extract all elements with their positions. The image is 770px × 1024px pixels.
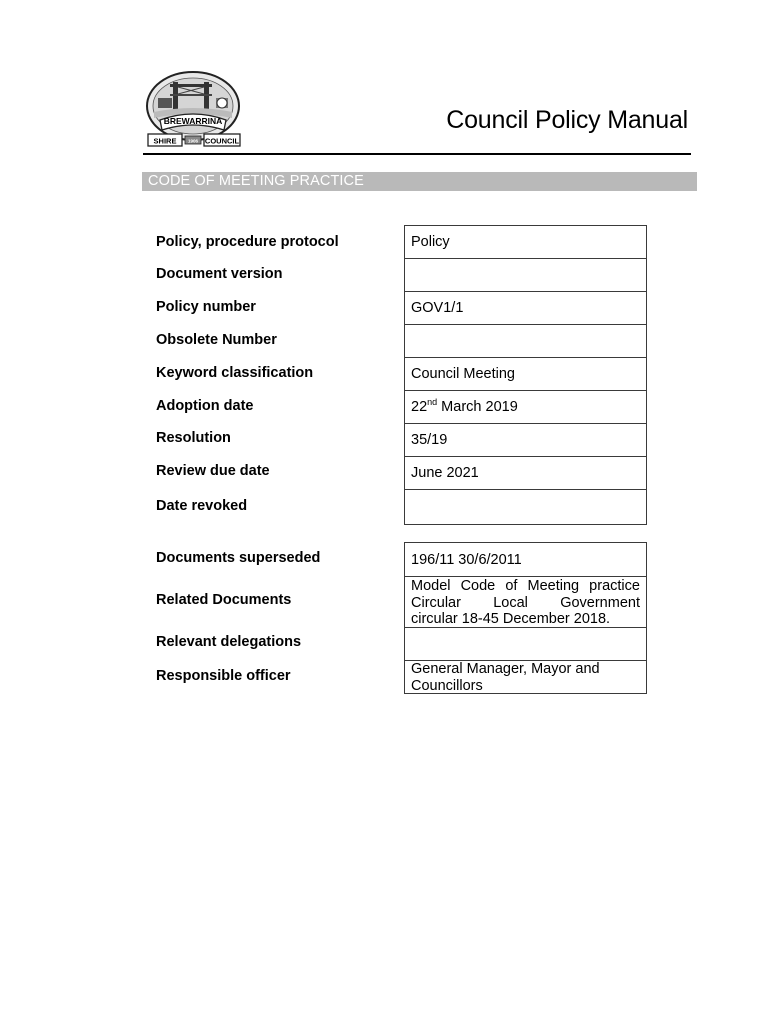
value-cell-policy-procedure-protocol xyxy=(405,226,646,258)
value-keyword-classification: Council Meeting xyxy=(411,366,515,382)
value-review-due-date: June 2021 xyxy=(411,465,479,481)
value-cell-keyword-classification xyxy=(405,357,646,390)
value-cell-policy-number xyxy=(405,291,646,324)
value-cell-review-due-date xyxy=(405,456,646,489)
value-cell-adoption-date xyxy=(405,390,646,423)
label-adoption-date: Adoption date xyxy=(156,398,254,414)
label-related-documents: Related Documents xyxy=(156,592,292,608)
label-relevant-delegations: Relevant delegations xyxy=(156,634,302,650)
value-cell-date-revoked xyxy=(405,489,646,524)
value-policy-number: GOV1/1 xyxy=(411,300,464,316)
value-cell-relevant-delegations xyxy=(405,627,646,660)
related-documents-line-1 xyxy=(411,578,640,595)
responsible-officer-line-1: General Manager, Mayor and xyxy=(411,661,600,677)
related-documents-word: Local xyxy=(493,594,528,611)
value-cell-document-version xyxy=(405,258,646,291)
label-document-version: Document version xyxy=(156,266,283,282)
label-date-revoked: Date revoked xyxy=(156,498,248,514)
value-cell-related-documents xyxy=(405,576,646,627)
label-policy-number: Policy number xyxy=(156,299,256,315)
section-title: CODE OF MEETING PRACTICE xyxy=(142,172,697,191)
related-documents-word: Circular xyxy=(411,594,461,611)
label-responsible-officer: Responsible officer xyxy=(156,668,291,684)
label-review-due-date: Review due date xyxy=(156,463,270,479)
policy-details-table xyxy=(404,225,647,525)
manual-title: Council Policy Manual xyxy=(446,106,688,134)
value-adoption-date xyxy=(411,399,518,415)
related-documents-word: practice xyxy=(589,578,640,594)
responsible-officer-line-2: Councillors xyxy=(411,677,483,694)
adoption-date-rest: March 2019 xyxy=(437,399,518,415)
value-resolution: 35/19 xyxy=(411,432,448,448)
adoption-date-day: 22 xyxy=(411,399,428,415)
logo-text-left: SHIRE xyxy=(153,136,177,146)
related-details-table xyxy=(404,542,647,694)
related-documents-line-3: circular 18-45 December 2018. xyxy=(411,611,611,627)
adoption-date-suffix: nd xyxy=(427,397,438,408)
header-divider xyxy=(143,153,691,155)
logo-text-right: COUNCIL xyxy=(204,136,240,146)
related-documents-word: Government xyxy=(560,594,640,611)
value-cell-obsolete-number xyxy=(405,324,646,357)
logo-text-top: BREWARRINA xyxy=(163,116,223,126)
related-documents-word: Code xyxy=(460,578,496,594)
related-documents-line-2 xyxy=(411,595,640,612)
value-cell-resolution xyxy=(405,423,646,456)
logo-year: 1906 xyxy=(187,138,199,144)
value-cell-documents-superseded xyxy=(405,543,646,576)
label-policy-procedure-protocol: Policy, procedure protocol xyxy=(156,234,339,250)
label-obsolete-number: Obsolete Number xyxy=(156,332,277,348)
label-keyword-classification: Keyword classification xyxy=(156,365,314,381)
label-resolution: Resolution xyxy=(156,430,231,446)
related-documents-word: Model xyxy=(411,578,451,594)
brewarrina-shire-council-logo xyxy=(140,68,246,154)
related-documents-word: of xyxy=(505,578,518,594)
value-documents-superseded: 196/11 30/6/2011 xyxy=(411,551,522,568)
value-policy-procedure-protocol: Policy xyxy=(411,234,450,250)
related-documents-word: Meeting xyxy=(527,578,580,594)
value-cell-responsible-officer xyxy=(405,660,646,693)
label-documents-superseded: Documents superseded xyxy=(156,550,321,566)
